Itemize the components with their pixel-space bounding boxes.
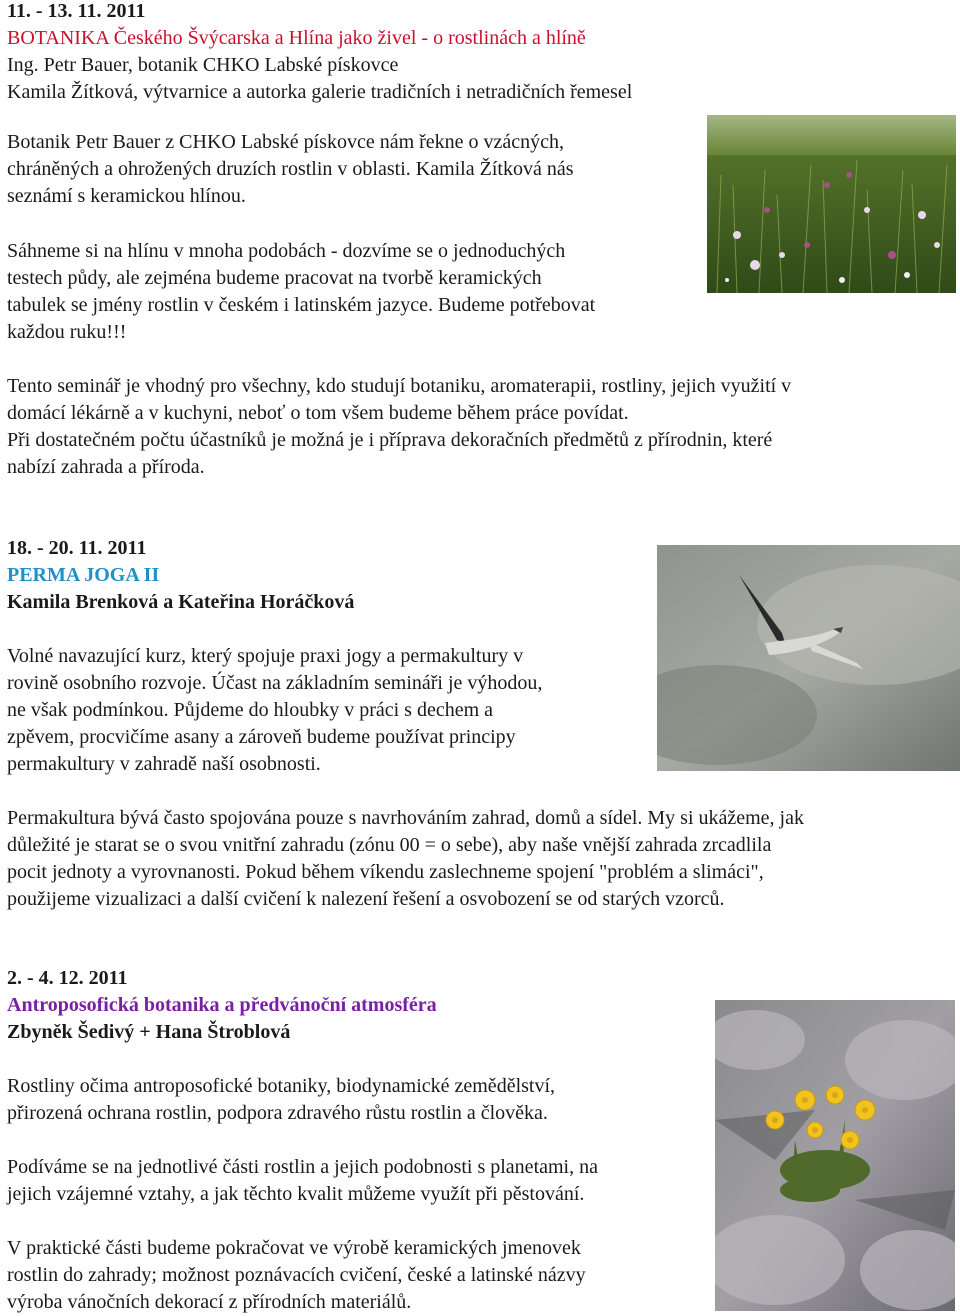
text-line: testech půdy, ale zejména budeme pracovat na tvorbě keramických [7,267,542,289]
event2-paragraph-1 [7,643,542,778]
text-line: rovině osobního rozvoje. Účast na základním semináři je výhodou, [7,672,543,694]
text-line: ne však podmínkou. Půjdeme do hloubky v práci s dechem a [7,699,494,721]
event2-date: 18. - 20. 11. 2011 [7,537,147,559]
event1-paragraph-2 [7,238,595,346]
text-line: rostlin do zahrady; možnost poznávacích cvičení, české a latinské názvy [7,1264,586,1286]
text-line: Permakultura bývá často spojována pouze s navrhováním zahrad, domů a sídel. My si ukážeme, jak [7,807,804,829]
text-line: Sáhneme si na hlínu v mnoha podobách - dozvíme se o jednoduchých [7,240,566,262]
event3-header [7,965,437,1046]
event3-lecturers: Zbyněk Šedivý + Hana Štroblová [7,1021,291,1043]
text-line: důležité je starat se o svou vnitřní zahradu (zónu 00 = o sebe), aby naše vnější zahrada zrcadlila [7,834,772,856]
event2-paragraph-2 [7,805,804,913]
event1-paragraph-3 [7,373,791,481]
text-line: Botanik Petr Bauer z CHKO Labské pískovce nám řekne o vzácných, [7,131,565,153]
event1-date: 11. - 13. 11. 2011 [7,0,146,22]
text-line: Tento seminář je vhodný pro všechny, kdo studují botaniku, aromaterapii, rostliny, jejich využití v [7,375,792,397]
text-line: nabízí zahrada a příroda. [7,456,205,478]
text-line: jejich vzájemné vztahy, a jak těchto kvalit můžeme využít při pěstování. [7,1183,585,1205]
event3-paragraph-1 [7,1073,555,1127]
text-line: Volné navazující kurz, který spojuje praxi jogy a permakultury v [7,645,524,667]
event2-header [7,535,354,616]
text-line: Rostliny očima antroposofické botaniky, biodynamické zemědělství, [7,1075,556,1097]
event1-header [7,0,632,106]
event3-title: Antroposofická botanika a předvánoční atmosféra [7,994,437,1016]
text-line: Podíváme se na jednotlivé části rostlin a jejich podobnosti s planetami, na [7,1156,598,1178]
text-line: permakultury v zahradě naší osobnosti. [7,753,321,775]
event2-lecturers: Kamila Brenková a Kateřina Horáčková [7,591,355,613]
text-line: Při dostatečném počtu účastníků je možná je i příprava dekoračních předmětů z přírodnin, které [7,429,773,451]
event3-paragraph-2 [7,1154,598,1208]
text-line: použijeme vizualizaci a další cvičení k nalezení řešení a osvobození se od starých vzorců. [7,888,725,910]
text-line: domácí lékárně a v kuchyni, neboť o tom všem budeme během práce povídat. [7,402,629,424]
event3-paragraph-3 [7,1235,586,1316]
text-line: výroba vánočních dekorací z přírodních materiálů. [7,1291,412,1313]
event2-title: PERMA JOGA II [7,564,160,586]
event1-lecturer-1: Ing. Petr Bauer, botanik CHKO Labské pískovce [7,54,399,76]
text-line: V praktické části budeme pokračovat ve výrobě keramických jmenovek [7,1237,581,1259]
text-line: pocit jednoty a vyrovnanosti. Pokud během víkendu zaslechneme spojení "problém a slimáci", [7,861,764,883]
text-line: tabulek se jmény rostlin v českém i latinském jazyce. Budeme potřebovat [7,294,596,316]
event1-lecturer-2: Kamila Žítková, výtvarnice a autorka galerie tradičních i netradičních řemesel [7,81,633,103]
seagull-photo [657,545,960,771]
text-line: seznámí s keramickou hlínou. [7,185,246,207]
text-line: přirozená ochrana rostlin, podpora zdravého růstu rostlin a člověka. [7,1102,548,1124]
event3-date: 2. - 4. 12. 2011 [7,967,128,989]
text-line: chráněných a ohrožených druzích rostlin v oblasti. Kamila Žítková nás [7,158,574,180]
arnica-rocks-photo [715,1000,955,1311]
text-line: zpěvem, procvičíme asany a zároveň budeme používat principy [7,726,516,748]
event1-title: BOTANIKA Českého Švýcarska a Hlína jako živel - o rostlinách a hlíně [7,27,586,49]
meadow-photo [707,115,956,293]
text-line: každou ruku!!! [7,321,127,343]
event1-paragraph-1 [7,129,573,210]
